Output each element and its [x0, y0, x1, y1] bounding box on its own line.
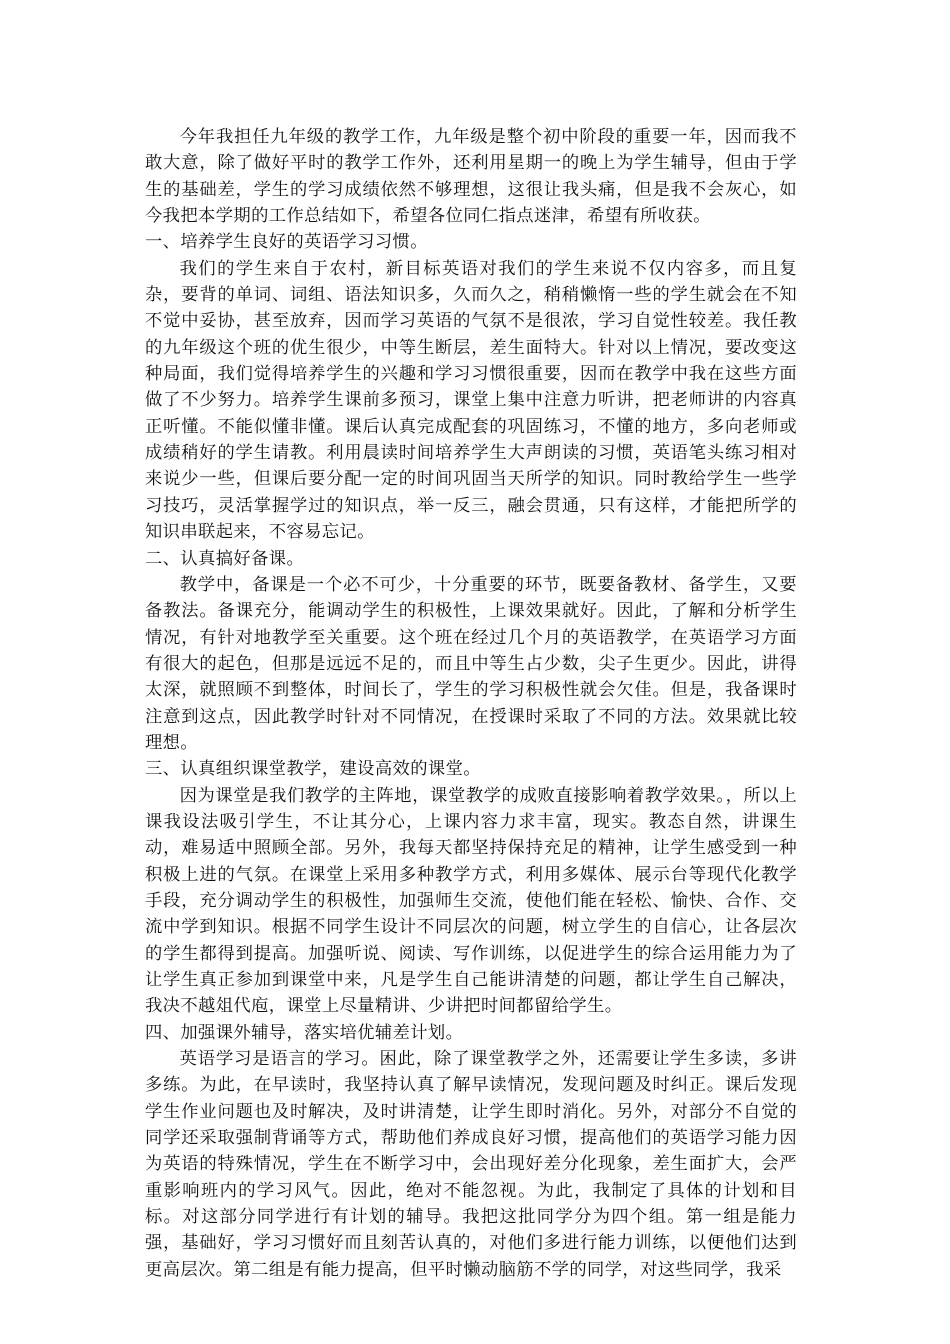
section-4-heading: 四、加强课外辅导，落实培优辅差计划。: [145, 1022, 464, 1043]
section-2-paragraph: 教学中，备课是一个必不可少，十分重要的环节，既要备教材、备学生，又要备教法。备课充分，能调动学生的积极性，上课效果就好。因此，了解和分析学生情况，有针对地教学至关重要。这个班在经过几个月的英语教学，在英语学习方面有很大的起色，但那是远远不足的，而且中等生占少数，尖子生更少。因此，讲得太深，就照顾不到整体，时间长了，学生的学习积极性就会欠佳。但是，我备课时注意到这点，因此教学时针对不同情况，在授课时采取了不同的方法。效果就比较理想。: [145, 574, 797, 753]
section-3-paragraph: 因为课堂是我们教学的主阵地，课堂教学的成败直接影响着教学效果。，所以上课我设法吸引学生，不让其分心，上课内容力求丰富，现实。教态自然，讲课生动，难易适中照顾全部。另外，我每天都坚持保持充足的精神，让学生感受到一种积极上进的气氛。在课堂上采用多种教学方式，利用多媒体、展示台等现代化教学手段，充分调动学生的积极性，加强师生交流，使他们能在轻松、愉快、合作、交流中学到知识。根据不同学生设计不同层次的问题，树立学生的自信心，让各层次的学生都得到提高。加强听说、阅读、写作训练，以促进学生的综合运用能力为了让学生真正参加到课堂中来，凡是学生自己能讲清楚的问题，都让学生自己解决，我决不越俎代庖，课堂上尽量精讲、少讲把时间都留给学生。: [145, 785, 797, 1017]
section-4-paragraph: 英语学习是语言的学习。困此，除了课堂教学之外，还需要让学生多读，多讲多练。为此，在早读时，我坚持认真了解早读情况，发现问题及时纠正。课后发现学生作业问题也及时解决，及时讲清楚，让学生即时消化。另外，对部分不自觉的同学还采取强制背诵等方式，帮助他们养成良好习惯，提高他们的英语学习能力因为英语的特殊情况，学生在不断学习中，会出现好差分化现象，差生面扩大，会严重影响班内的学习风气。因此，绝对不能忽视。为此，我制定了具体的计划和目标。对这部分同学进行有计划的辅导。我把这批同学分为四个组。第一组是能力强，基础好，学习习惯好而且刻苦认真的，对他们多进行能力训练，以便他们达到更高层次。第二组是有能力提高，但平时懒动脑筋不学的同学，对这些同学，我采: [145, 1049, 797, 1280]
document-body: [145, 124, 797, 1283]
section-1-heading: 一、培养学生良好的英语学习习惯。: [145, 232, 428, 253]
section-3-heading: 三、认真组织课堂教学，建设高效的课堂。: [145, 759, 481, 780]
section-2-heading: 二、认真搞好备课。: [145, 548, 305, 569]
section-1-paragraph: 我们的学生来自于农村，新目标英语对我们的学生来说不仅内容多，而且复杂，要背的单词、词组、语法知识多，久而久之，稍稍懒惰一些的学生就会在不知不觉中妥协，甚至放弃，因而学习英语的气氛不是很浓，学习自觉性较差。我任教的九年级这个班的优生很少，中等生断层，差生面特大。针对以上情况，要改变这种局面，我们觉得培养学生的兴趣和学习习惯很重要，因而在教学中我在这些方面做了不少努力。培养学生课前多预习，课堂上集中注意力听讲，把老师讲的内容真正听懂。不能似懂非懂。课后认真完成配套的巩固练习，不懂的地方，多向老师或成绩稍好的学生请教。利用晨读时间培养学生大声朗读的习惯，英语笔头练习相对来说少一些，但课后要分配一定的时间巩固当天所学的知识。同时教给学生一些学习技巧，灵活掌握学过的知识点，举一反三，融会贯通，只有这样，才能把所学的知识串联起来，不容易忘记。: [145, 258, 797, 543]
intro-paragraph: 今年我担任九年级的教学工作，九年级是整个初中阶段的重要一年，因而我不敢大意，除了做好平时的教学工作外，还利用星期一的晚上为学生辅导，但由于学生的基础差，学生的学习成绩依然不够理想，这很让我头痛，但是我不会灰心，如今我把本学期的工作总结如下，希望各位同仁指点迷津，希望有所收获。: [145, 127, 797, 227]
